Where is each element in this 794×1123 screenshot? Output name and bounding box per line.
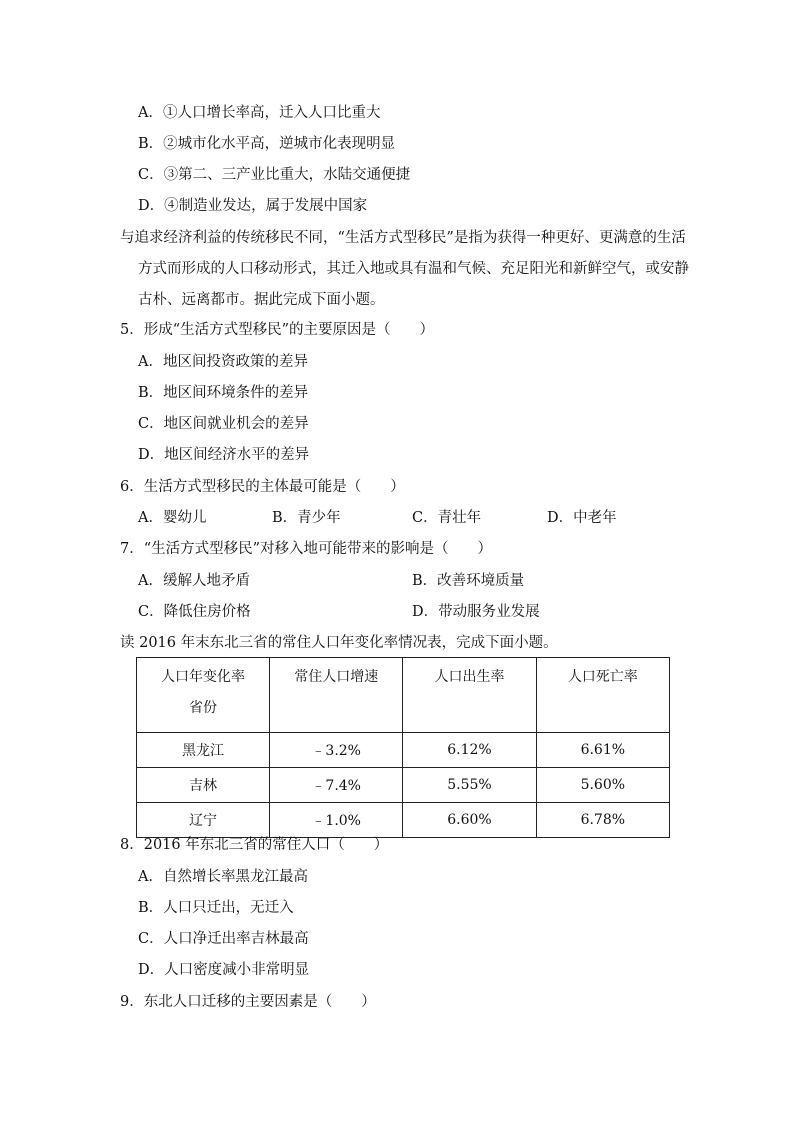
q7-option-d: D．带动服务业发展 — [412, 604, 540, 620]
header-birth-rate: 人口出生率 — [403, 658, 536, 733]
population-change-table — [136, 657, 670, 838]
q6-stem: 6．生活方式型移民的主体最可能是（ ） — [120, 479, 405, 495]
growth-cell: ﹣7.4% — [270, 768, 403, 803]
q7-stem: 7．“生活方式型移民”对移入地可能带来的影响是（ ） — [120, 541, 493, 557]
q4-option-a: A．①人口增长率高，迁入人口比重大 — [138, 105, 381, 121]
q5-option-d: D．地区间经济水平的差异 — [138, 447, 310, 463]
death-rate-cell: 6.78% — [536, 803, 669, 838]
passage2: 读 2016 年末东北三省的常住人口年变化率情况表，完成下面小题。 — [120, 635, 558, 651]
birth-rate-cell: 6.60% — [403, 803, 536, 838]
q9-stem: 9．东北人口迁移的主要因素是（ ） — [120, 994, 376, 1010]
growth-cell: ﹣3.2% — [270, 733, 403, 768]
q7-option-a: A．缓解人地矛盾 — [138, 573, 250, 589]
q8-stem: 8．2016 年东北三省的常住人口（ ） — [120, 837, 389, 853]
growth-cell: ﹣1.0% — [270, 803, 403, 838]
death-rate-cell: 5.60% — [536, 768, 669, 803]
header-rate-label: 人口年变化率 — [161, 669, 246, 685]
table-row — [137, 768, 670, 803]
q7-option-b: B．改善环境质量 — [412, 573, 525, 589]
q7-option-c: C．降低住房价格 — [138, 604, 251, 620]
table-row — [137, 733, 670, 768]
q6-option-c: C．青壮年 — [412, 510, 482, 526]
death-rate-cell: 6.61% — [536, 733, 669, 768]
q8-option-b: B．人口只迁出，无迁入 — [138, 900, 294, 916]
q4-option-d: D．④制造业发达，属于发展中国家 — [138, 198, 368, 214]
q5-option-c: C．地区间就业机会的差异 — [138, 416, 309, 432]
q5-option-a: A．地区间投资政策的差异 — [138, 354, 308, 370]
q5-stem: 5．形成“生活方式型移民”的主要原因是（ ） — [120, 322, 435, 338]
q6-option-d: D．中老年 — [547, 510, 617, 526]
q8-option-d: D．人口密度减小非常明显 — [138, 962, 310, 978]
q8-option-c: C．人口净迁出率吉林最高 — [138, 931, 309, 947]
header-growth: 常住人口增速 — [270, 658, 403, 733]
q5-option-b: B．地区间环境条件的差异 — [138, 385, 309, 401]
q4-option-b: B．②城市化水平高，逆城市化表现明显 — [138, 136, 396, 152]
header-province-label: 省份 — [189, 700, 218, 716]
table-row — [137, 803, 670, 838]
province-cell: 吉林 — [137, 768, 270, 803]
q8-option-a: A．自然增长率黑龙江最高 — [138, 869, 308, 885]
province-cell: 辽宁 — [137, 803, 270, 838]
passage1-line3: 古朴、远离都市。据此完成下面小题。 — [138, 292, 385, 308]
q6-option-b: B．青少年 — [272, 510, 341, 526]
table-header-diagonal-cell — [137, 658, 270, 733]
q6-option-a: A．婴幼儿 — [138, 510, 207, 526]
table-header-row — [137, 658, 670, 733]
passage1-line1: 与追求经济利益的传统移民不同，“生活方式型移民”是指为获得一种更好、更满意的生活 — [120, 230, 686, 246]
province-cell: 黑龙江 — [137, 733, 270, 768]
q4-option-c: C．③第二、三产业比重大，水陆交通便捷 — [138, 167, 411, 183]
passage1-line2: 方式而形成的人口移动形式，其迁入地或具有温和气候、充足阳光和新鲜空气，或安静 — [138, 261, 689, 277]
header-death-rate: 人口死亡率 — [536, 658, 669, 733]
birth-rate-cell: 6.12% — [403, 733, 536, 768]
birth-rate-cell: 5.55% — [403, 768, 536, 803]
